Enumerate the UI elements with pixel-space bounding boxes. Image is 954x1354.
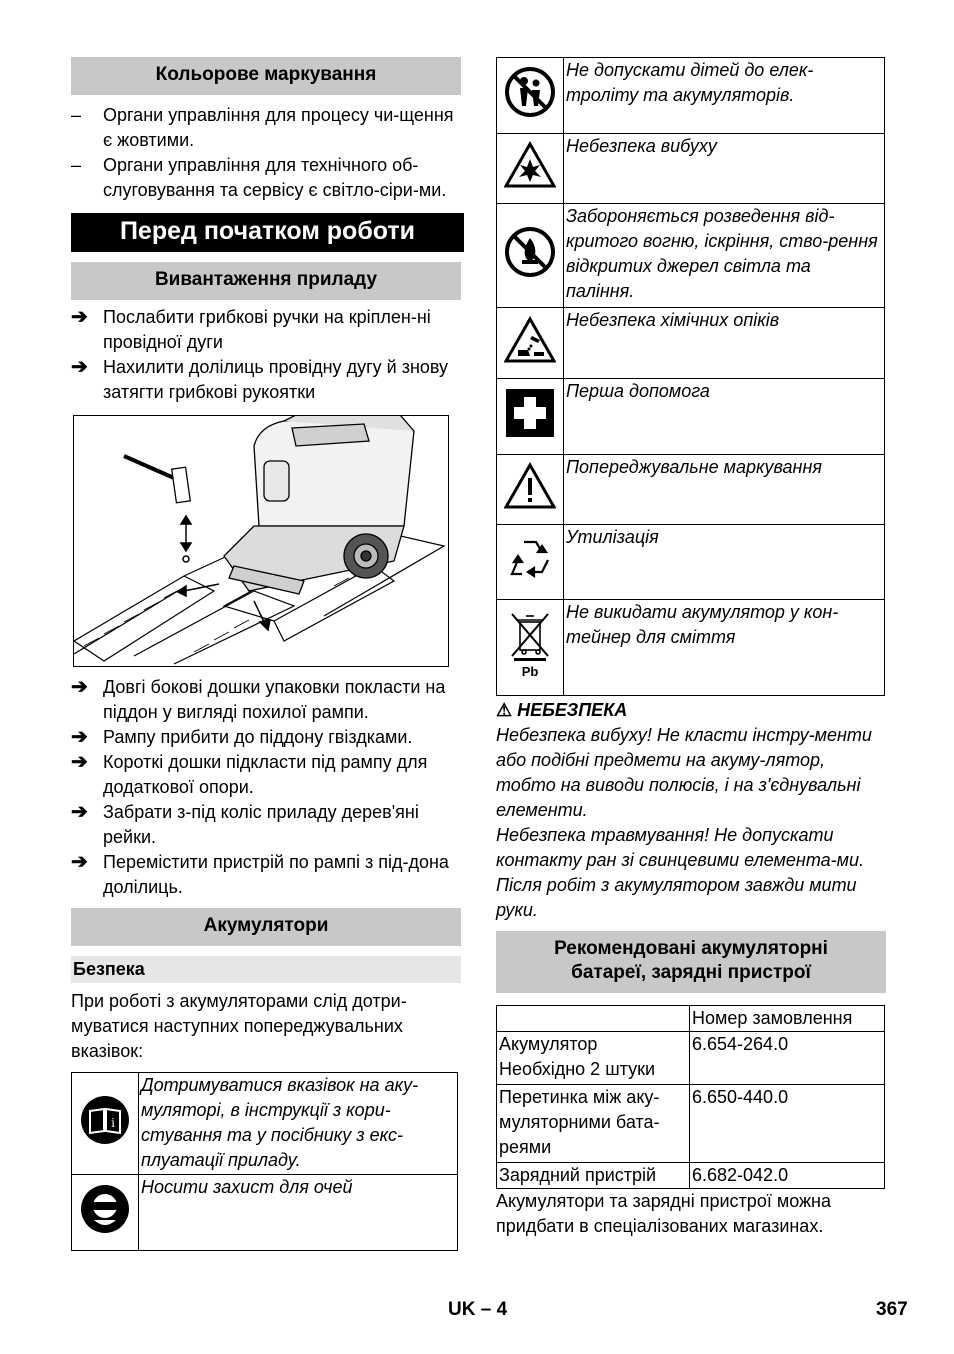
symbol-cell [497, 204, 564, 308]
list-item [71, 750, 461, 800]
part-number: 6.650-440.0 [690, 1085, 885, 1163]
table-row [497, 134, 885, 204]
symbol-text: Дотримуватися вказівок на аку-муляторі, в інструкції з кори-стування та у посібнику з екс-плуатації приладу. [139, 1073, 458, 1175]
recycling-icon [504, 534, 556, 584]
list-item-text: Послабити грибкові ручки на кріплен-ні провідної дуги [103, 307, 431, 352]
header-cell: Номер замовлення [690, 1006, 885, 1032]
symbol-text: Не викидати акумулятор у кон-тейнер для сміття [564, 600, 885, 696]
table-row [72, 1073, 458, 1175]
left-column [71, 57, 461, 1251]
list-item [71, 725, 461, 750]
table-header-row [497, 1006, 885, 1032]
list-item [71, 153, 461, 203]
recommended-heading [496, 931, 886, 993]
symbol-cell [497, 58, 564, 134]
parts-table [496, 1005, 885, 1189]
color-coding-list [71, 103, 461, 203]
symbol-cell [497, 379, 564, 455]
table-row [497, 455, 885, 525]
unloading-illustration [73, 415, 449, 667]
unload-steps-a [71, 305, 461, 405]
part-name: Зарядний пристрій [497, 1163, 690, 1189]
left-symbol-table [71, 1072, 458, 1251]
keep-children-away-icon [504, 66, 556, 118]
list-item [71, 103, 461, 153]
symbol-cell [497, 134, 564, 204]
batteries-heading: Акумулятори [71, 908, 461, 946]
color-coding-heading: Кольорове маркування [71, 57, 461, 95]
list-item-text: Короткі дошки підкласти під рампу для додаткової опори. [103, 752, 428, 797]
table-row [72, 1175, 458, 1251]
symbol-text: Перша допомога [564, 379, 885, 455]
symbol-text: Забороняється розведення від-критого вогню, іскріння, ство-рення відкритих джерел світла та паління. [564, 204, 885, 308]
warning-triangle-icon: ⚠ [496, 700, 513, 720]
right-column [496, 57, 886, 1239]
list-item-text: Перемістити пристрій по рампі з під-дона долілиць. [103, 852, 449, 897]
section-title: Перед початком роботи [71, 213, 464, 252]
symbol-cell [72, 1073, 139, 1175]
safety-subheading: Безпека [71, 956, 461, 983]
arrow-marker: ➔ [71, 306, 88, 328]
safety-intro: При роботі з акумуляторами слід дотри-муватися наступних попереджувальних вказівок: [71, 991, 407, 1061]
table-row [497, 525, 885, 600]
right-symbol-table [496, 57, 885, 696]
corrosive-warning-icon [504, 316, 556, 364]
arrow-marker: ➔ [71, 356, 88, 378]
svg-text:i: i [111, 1116, 115, 1130]
general-warning-icon [504, 462, 556, 510]
explosion-warning-icon [504, 141, 556, 189]
danger-text-explosion: Небезпека вибуху! Не класти інстру-менти або подібні предмети на акуму-лятор, тобто на виводи полюсів, і на з'єднувальні елементи. [496, 725, 872, 820]
list-item-text: Нахилити долілиць провідну дугу й знову затягти грибкові рукоятки [103, 357, 449, 402]
table-row [497, 58, 885, 134]
pb-label: Pb [521, 664, 539, 679]
table-row [497, 204, 885, 308]
list-item [71, 675, 461, 725]
manual-info-icon [80, 1095, 130, 1145]
list-item-text: Рампу прибити до піддону гвіздками. [103, 727, 413, 747]
symbol-cell [497, 600, 564, 696]
list-item-text: Забрати з-під коліс приладу дерев'яні рейки. [103, 802, 419, 847]
symbol-cell [497, 455, 564, 525]
footer-page-number: 367 [876, 1299, 908, 1320]
symbol-text: Утилізація [564, 525, 885, 600]
machine-on-pallet-drawing [74, 416, 448, 666]
dash-marker: – [71, 155, 82, 175]
symbol-text: Носити захист для очей [139, 1175, 458, 1251]
unload-heading: Вивантаження приладу [71, 262, 461, 300]
part-name: Перетинка між аку-муляторними бата-реями [497, 1085, 690, 1163]
recommended-heading-line-1: Рекомендовані акумуляторні [554, 938, 828, 959]
eye-protection-icon [80, 1184, 130, 1234]
recommended-heading-line-2: батареї, зарядні пристрої [571, 962, 811, 983]
arrow-marker: ➔ [71, 751, 88, 773]
symbol-cell [72, 1175, 139, 1251]
symbol-cell [497, 308, 564, 379]
footer-section-page: UK – 4 [448, 1299, 508, 1320]
danger-heading [496, 698, 886, 723]
danger-label: НЕБЕЗПЕКА [517, 700, 628, 720]
arrow-marker: ➔ [71, 851, 88, 873]
arrow-marker: ➔ [71, 676, 88, 698]
symbol-text: Небезпека вибуху [564, 134, 885, 204]
danger-text-injury: Небезпека травмування! Не допускати контакту ран зі свинцевими елемента-ми. Після робіт з акумулятором завжди мити руки. [496, 825, 864, 920]
symbol-text: Попереджувальне маркування [564, 455, 885, 525]
table-row [497, 379, 885, 455]
no-trash-bin-pb-icon [508, 608, 552, 680]
arrow-marker: ➔ [71, 801, 88, 823]
list-item [71, 800, 461, 850]
list-item-text: Органи управління для процесу чи-щення є жовтими. [103, 105, 454, 150]
closing-note: Акумулятори та зарядні пристрої можна придбати в спеціалізованих магазинах. [496, 1191, 832, 1236]
list-item [71, 305, 461, 355]
symbol-cell [497, 525, 564, 600]
dash-marker: – [71, 105, 82, 125]
part-number: 6.654-264.0 [690, 1032, 885, 1085]
list-item [71, 850, 461, 900]
table-row [497, 1085, 885, 1163]
arrow-marker: ➔ [71, 726, 88, 748]
symbol-text: Небезпека хімічних опіків [564, 308, 885, 379]
symbol-text: Не допускати дітей до елек-троліту та акумуляторів. [564, 58, 885, 134]
first-aid-icon [505, 388, 555, 438]
part-number: 6.682-042.0 [690, 1163, 885, 1189]
no-open-flame-icon [504, 226, 556, 278]
list-item-text: Органи управління для технічного об-слуговування та сервісу є світло-сіри-ми. [103, 155, 447, 200]
header-cell [497, 1006, 690, 1032]
unload-steps-b [71, 675, 461, 900]
list-item [71, 355, 461, 405]
table-row [497, 1163, 885, 1189]
table-row [497, 308, 885, 379]
part-name: Акумулятор Необхідно 2 штуки [497, 1032, 690, 1085]
table-row [497, 1032, 885, 1085]
table-row [497, 600, 885, 696]
list-item-text: Довгі бокові дошки упаковки покласти на піддон у вигляді похилої рампи. [103, 677, 446, 722]
